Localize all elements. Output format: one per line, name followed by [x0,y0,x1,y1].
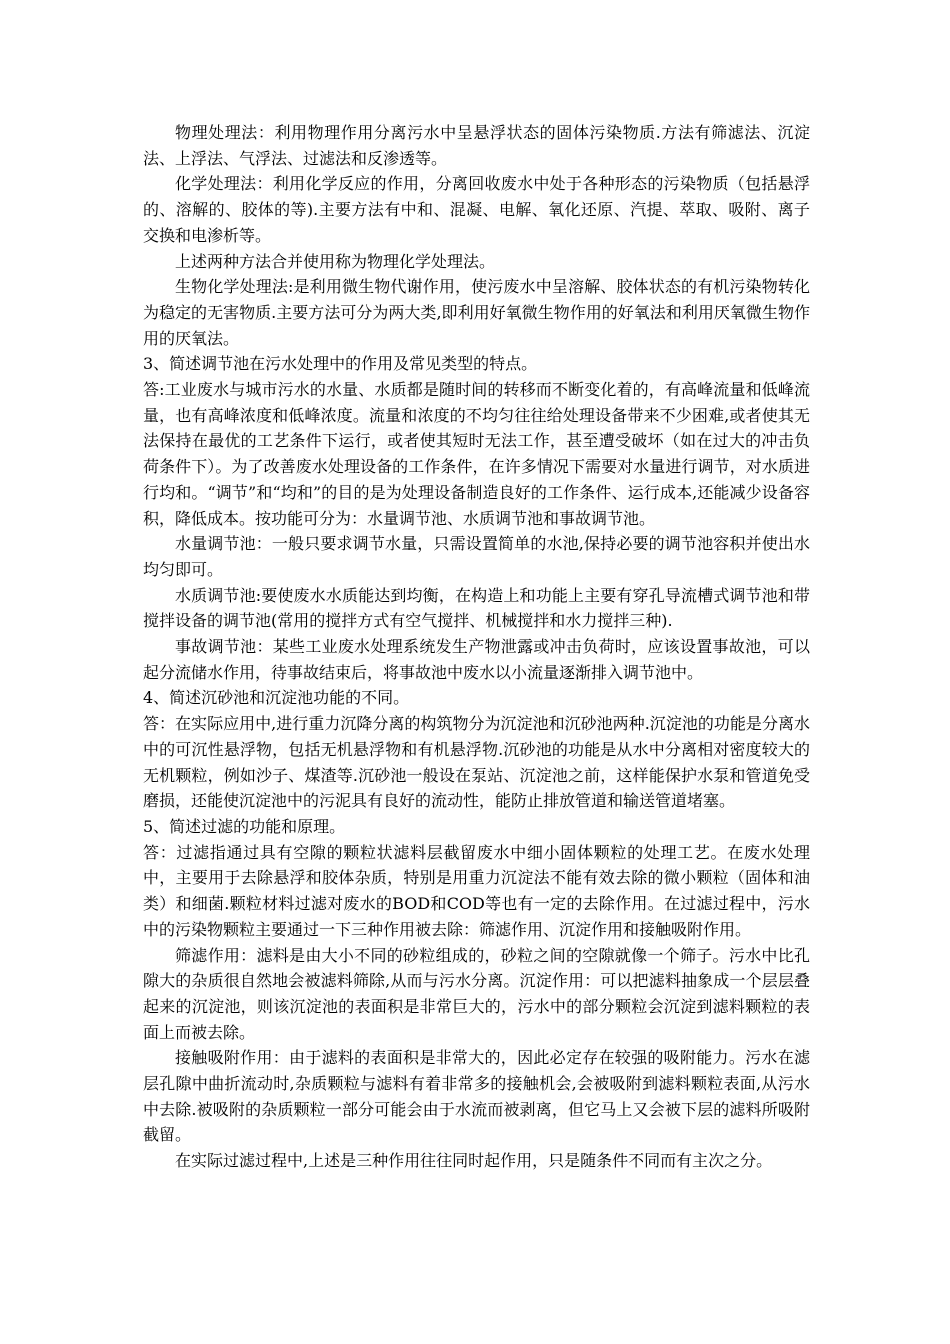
answer-3: 答:工业废水与城市污水的水量、水质都是随时间的转移而不断变化着的，有高峰流量和低峰流量，也有高峰浓度和低峰浓度。流量和浓度的不均匀往往给处理设备带来不少困难,或者使其无法保持在最优的工艺条件下运行，或者使其短时无法工作，甚至遭受破坏（如在过大的冲击负荷条件下）。为了改善废水处理设备的工作条件，在许多情况下需要对水量进行调节，对水质进行均和。“调节”和“均和”的目的是为处理设备制造良好的工作条件、运行成本,还能减少设备容积，降低成本。按功能可分为：水量调节池、水质调节池和事故调节池。 [143,380,810,528]
answer-4: 答：在实际应用中,进行重力沉降分离的构筑物分为沉淀池和沉砂池两种.沉淀池的功能是分离水中的可沉性悬浮物，包括无机悬浮物和有机悬浮物.沉砂池的功能是从水中分离相对密度较大的无机颗粒，例如沙子、煤渣等.沉砂池一般设在泵站、沉淀池之前，这样能保护水泵和管道免受磨损，还能使沉淀池中的污泥具有良好的流动性，能防止排放管道和输送管道堵塞。 [143,714,810,811]
document-page [143,120,810,1174]
paragraph-biochemical-treatment: 生物化学处理法:是利用微生物代谢作用，使污废水中呈溶解、胶体状态的有机污染物转化为稳定的无害物质.主要方法可分为两大类,即利用好氧微生物作用的好氧法和利用厌氧微生物作用的厌氧法。 [143,277,810,348]
paragraph-screening-action: 筛滤作用：滤料是由大小不同的砂粒组成的，砂粒之间的空隙就像一个筛子。污水中比孔隙大的杂质很自然地会被滤料筛除,从而与污水分离。沉淀作用：可以把滤料抽象成一个层层叠起来的沉淀池，则该沉淀池的表面积是非常巨大的，污水中的部分颗粒会沉淀到滤料颗粒的表面上而被去除。 [143,945,810,1042]
question-5: 5、简述过滤的功能和原理。 [143,816,346,836]
paragraph-quality-equalization-tank: 水质调节池:要使废水水质能达到均衡，在构造上和功能上主要有穿孔导流槽式调节池和带搅拌设备的调节池(常用的搅拌方式有空气搅拌、机械搅拌和水力搅拌三种). [143,585,810,631]
paragraph-combined-actions: 在实际过滤过程中,上述是三种作用往往同时起作用，只是随条件不同而有主次之分。 [175,1151,773,1171]
paragraph-physical-treatment: 物理处理法：利用物理作用分离污水中呈悬浮状态的固体污染物质.方法有筛滤法、沉淀法、上浮法、气浮法、过滤法和反渗透等。 [143,123,810,168]
answer-5: 答：过滤指通过具有空隙的颗粒状滤料层截留废水中细小固体颗粒的处理工艺。在废水处理中，主要用于去除悬浮和胶体杂质，特别是用重力沉淀法不能有效去除的微小颗粒（固体和油类）和细菌.颗粒材料过滤对废水的BOD和COD等也有一定的去除作用。在过滤过程中，污水中的污染物颗粒主要通过一下三种作用被去除：筛滤作用、沉淀作用和接触吸附作用。 [143,842,810,939]
paragraph-flow-equalization-tank: 水量调节池：一般只要求调节水量，只需设置简单的水池,保持必要的调节池容积并使出水均匀即可。 [143,534,810,579]
paragraph-physicochemical-treatment: 上述两种方法合并使用称为物理化学处理法。 [175,251,496,271]
paragraph-emergency-tank: 事故调节池：某些工业废水处理系统发生产物泄露或冲击负荷时，应该设置事故池，可以起分流储水作用，待事故结束后，将事故池中废水以小流量逐渐排入调节池中。 [143,637,810,682]
paragraph-chemical-treatment: 化学处理法：利用化学反应的作用，分离回收废水中处于各种形态的污染物质（包括悬浮的、溶解的、胶体的等).主要方法有中和、混凝、电解、氧化还原、汽提、萃取、吸附、离子交换和电渗析等。 [143,174,810,245]
question-4: 4、简述沉砂池和沉淀池功能的不同。 [143,688,410,708]
paragraph-contact-adsorption: 接触吸附作用：由于滤料的表面积是非常大的，因此必定存在较强的吸附能力。污水在滤层孔隙中曲折流动时,杂质颗粒与滤料有着非常多的接触机会,会被吸附到滤料颗粒表面,从污水中去除.被吸附的杂质颗粒一部分可能会由于水流而被剥离，但它马上又会被下层的滤料所吸附截留。 [143,1048,810,1145]
question-3: 3、简述调节池在污水处理中的作用及常见类型的特点。 [143,354,538,374]
